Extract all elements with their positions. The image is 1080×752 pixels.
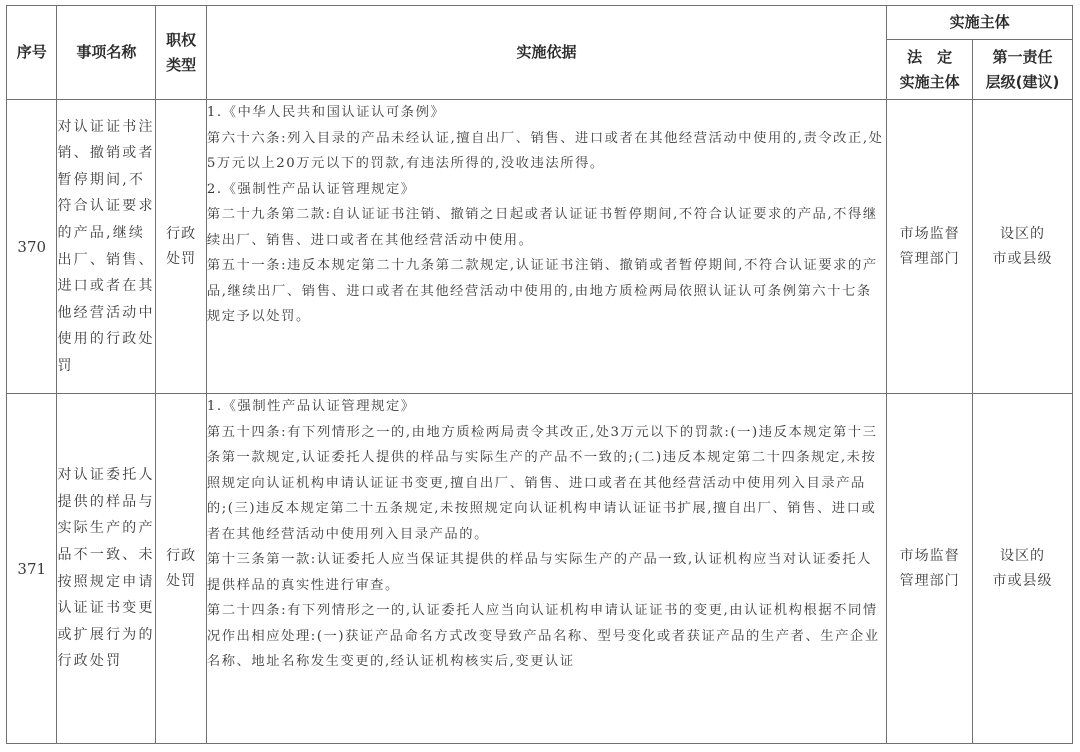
row-basis bbox=[206, 100, 886, 394]
row-seq: 370 bbox=[7, 100, 57, 394]
row-item-name: 对认证委托人提供的样品与实际生产的产品不一致、未按照规定申请认证证书变更或扩展行为的行政处罚 bbox=[57, 394, 156, 744]
regulation-table bbox=[6, 5, 1073, 744]
row-type-line2: 处罚 bbox=[166, 572, 197, 589]
basis-paragraph: 第五十四条:有下列情形之一的,由地方质检两局责令其改正,处3万元以下的罚款:(一)违反本规定第十三条第一款规定,认证委托人提供的样品与实际生产的产品不一致的;(二)违反本规定第二十四条规定,未按照规定向认证机构申请认证证书变更,擅自出厂、销售、进口或者在其他经营活动中使用列入目录产品的;(三)违反本规定第二十五条规定,未按照规定向认证机构申请认证证书扩展,擅自出厂、销售、进口或者在其他经营活动中使用列入目录产品的。 bbox=[206, 424, 878, 542]
header-legal-subject-line2: 实施主体 bbox=[899, 72, 960, 91]
row-legal-subject bbox=[887, 394, 973, 744]
row-org-line1: 市场监督 bbox=[899, 547, 960, 564]
row-type-line2: 处罚 bbox=[166, 250, 197, 267]
basis-paragraph: 第十三条第一款:认证委托人应当保证其提供的样品与实际生产的产品一致,认证机构应当对认证委托人提供样品的真实性进行审查。 bbox=[206, 552, 872, 593]
header-basis: 实施依据 bbox=[206, 6, 886, 100]
row-level-line2: 市或县级 bbox=[992, 250, 1053, 267]
row-org-line1: 市场监督 bbox=[899, 225, 960, 242]
header-item-name: 事项名称 bbox=[57, 6, 156, 100]
table-row bbox=[7, 100, 1073, 394]
row-level-line2: 市或县级 bbox=[992, 572, 1053, 589]
basis-paragraph: 第二十四条:有下列情形之一的,认证委托人应当向认证机构申请认证证书的变更,由认证机构根据不同情况作出相应处理:(一)获证产品命名方式改变导致产品名称、型号变化或者获证产品的生产者、生产企业名称、地址名称发生变更的,经认证机构核实后,变更认证 bbox=[206, 603, 880, 669]
row-legal-subject bbox=[887, 100, 973, 394]
row-seq: 371 bbox=[7, 394, 57, 744]
row-basis bbox=[206, 394, 886, 744]
basis-paragraph: 1.《强制性产品认证管理规定》 bbox=[206, 399, 416, 414]
header-legal-subject-line1: 法 定 bbox=[907, 47, 953, 66]
header-responsibility-level bbox=[973, 40, 1073, 100]
row-item-name: 对认证证书注销、撤销或者暂停期间,不符合认证要求的产品,继续出厂、销售、进口或者在其他经营活动中使用的行政处罚 bbox=[57, 100, 156, 394]
header-authority-type-line1: 职权 bbox=[166, 30, 197, 49]
basis-paragraph: 2.《强制性产品认证管理规定》 bbox=[206, 181, 416, 197]
header-authority-type-line2: 类型 bbox=[166, 55, 197, 74]
row-type-line1: 行政 bbox=[166, 225, 197, 242]
basis-paragraph: 第二十九条第二款:自认证证书注销、撤销之日起或者认证证书暂停期间,不符合认证要求的产品,不得继续出厂、销售、进口或者在其他经营活动中使用。 bbox=[206, 207, 878, 248]
header-level-line1: 第一责任 bbox=[992, 47, 1053, 66]
basis-paragraph: 第五十一条:违反本规定第二十九条第二款规定,认证证书注销、撤销或者暂停期间,不符合认证要求的产品,继续出厂、销售、进口或者在其他经营活动中使用的,由地方质检两局依照认证认可条例第六十七条规定予以处罚。 bbox=[206, 258, 878, 324]
row-level-line1: 设区的 bbox=[1000, 547, 1045, 564]
row-org-line2: 管理部门 bbox=[899, 250, 960, 267]
row-responsibility-level bbox=[973, 100, 1073, 394]
row-responsibility-level bbox=[973, 394, 1073, 744]
header-legal-subject bbox=[887, 40, 973, 100]
header-authority-type bbox=[156, 6, 206, 100]
row-authority-type bbox=[156, 100, 206, 394]
header-subject-group: 实施主体 bbox=[887, 6, 1073, 40]
header-level-line2: 层级(建议) bbox=[985, 72, 1060, 91]
row-level-line1: 设区的 bbox=[1000, 225, 1045, 242]
basis-paragraph: 1.《中华人民共和国认证认可条例》 bbox=[206, 105, 446, 120]
row-authority-type bbox=[156, 394, 206, 744]
header-seq: 序号 bbox=[7, 6, 57, 100]
table-row bbox=[7, 394, 1073, 744]
basis-paragraph: 第六十六条:列入目录的产品未经认证,擅自出厂、销售、进口或者在其他经营活动中使用的,责令改正,处5万元以上20万元以下的罚款,有违法所得的,没收违法所得。 bbox=[206, 130, 884, 171]
row-org-line2: 管理部门 bbox=[899, 572, 960, 589]
row-type-line1: 行政 bbox=[166, 547, 197, 564]
